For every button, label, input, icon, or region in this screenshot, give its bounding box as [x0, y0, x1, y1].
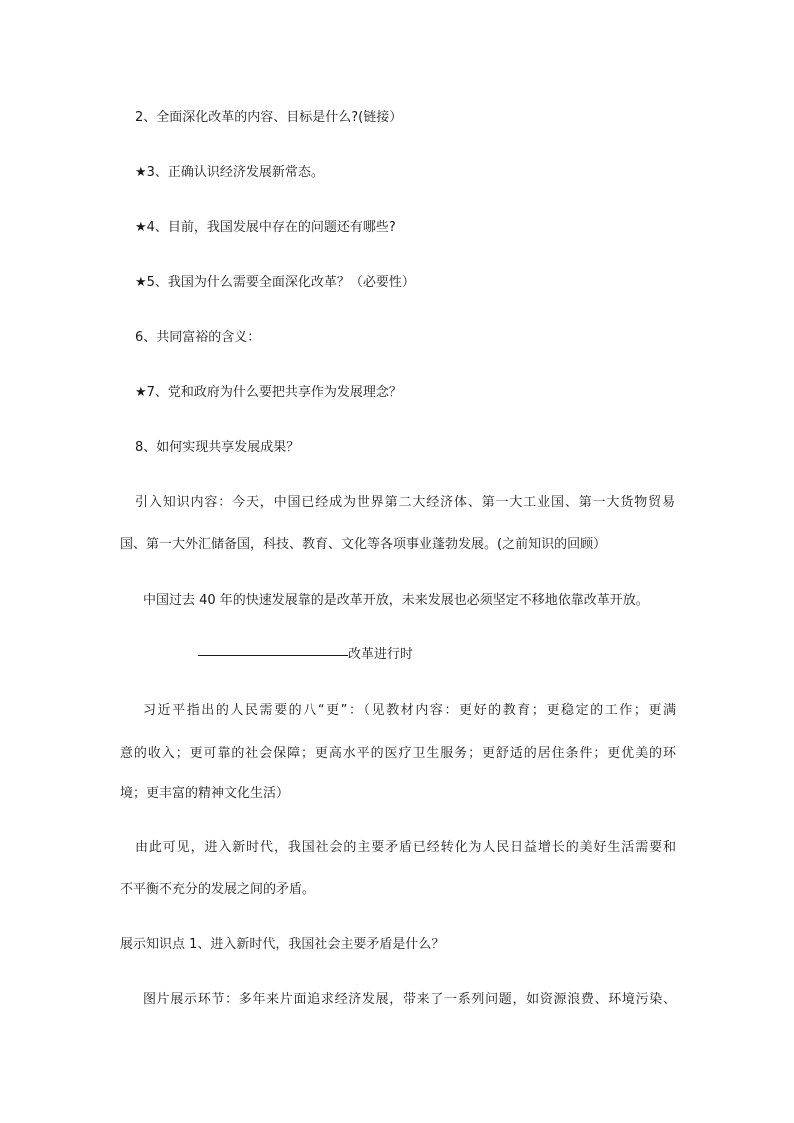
question-item-8: 8、如何实现共享发展成果？ [135, 440, 300, 455]
intro-line-2: 国、第一大外汇储备国，科技、教育、文化等各项事业蓬勃发展。(之前知识的回顾） [120, 537, 607, 552]
picture-section: 图片展示环节：多年来片面追求经济发展，带来了一系列问题，如资源浪费、环境污染、 [143, 992, 676, 1007]
section-title: 改革进行时 [348, 647, 414, 662]
question-item-6: 6、共同富裕的含义： [135, 330, 261, 345]
question-item-2: 2、全面深化改革的内容、目标是什么?(链接） [135, 110, 403, 125]
question-item-7: ★7、党和政府为什么要把共享作为发展理念？ [135, 385, 402, 400]
conclusion-line-1: 由此可见，进入新时代，我国社会的主要矛盾已经转化为人民日益增长的美好生活需要和 [135, 840, 676, 855]
eight-more-line-3: 境；更丰富的精神文化生活） [120, 786, 290, 801]
knowledge-point: 展示知识点 1、进入新时代，我国社会主要矛盾是什么？ [120, 937, 445, 952]
reform-sentence: 中国过去 40 年的快速发展靠的是改革开放，未来发展也必须坚定不移地依靠改革开放。 [143, 593, 649, 608]
section-divider [198, 655, 348, 656]
intro-line-1: 引入知识内容：今天，中国已经成为世界第二大经济体、第一大工业国、第一大货物贸易 [135, 495, 675, 510]
eight-more-line-2: 意的收入；更可靠的社会保障；更高水平的医疗卫生服务；更舒适的居住条件；更优美的环 [120, 746, 676, 761]
question-item-5: ★5、我国为什么需要全面深化改革？（必要性） [135, 275, 415, 290]
question-item-3: ★3、正确认识经济发展新常态。 [135, 165, 324, 180]
question-item-4: ★4、目前，我国发展中存在的问题还有哪些? [135, 220, 396, 235]
eight-more-line-1: 习近平指出的人民需要的八“更”：（见教材内容：更好的教育；更稳定的工作；更满 [143, 703, 676, 718]
conclusion-line-2: 不平衡不充分的发展之间的矛盾。 [120, 882, 316, 897]
